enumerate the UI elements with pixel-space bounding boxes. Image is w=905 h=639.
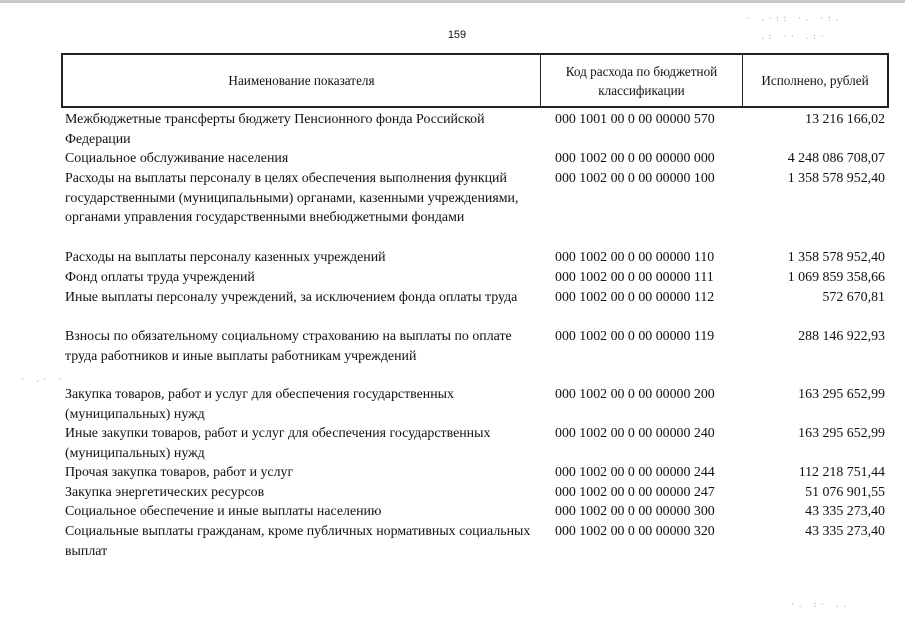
row-value: 163 295 652,99 (798, 426, 885, 441)
scan-noise: · .·:: ·. ·:. (745, 14, 842, 24)
row-code: 000 1001 00 0 00 00000 570 (555, 112, 715, 127)
scan-noise: .: ·· .:· (760, 32, 827, 42)
row-name: Социальные выплаты гражданам, кроме публичных нормативных социальных выплат (65, 524, 531, 559)
row-value: 572 670,81 (822, 290, 885, 305)
row-code: 000 1002 00 0 00 00000 244 (555, 465, 715, 480)
row-value: 112 218 751,44 (798, 465, 885, 480)
row-name: Социальное обеспечение и иные выплаты населению (65, 504, 382, 519)
table-row (65, 248, 889, 268)
row-code: 000 1002 00 0 00 00000 247 (555, 485, 715, 500)
row-name: Фонд оплаты труда учреждений (65, 270, 255, 285)
header-code: Код расхода по бюджетной классификации (541, 55, 743, 106)
scan-noise: ·. :· .. (790, 600, 850, 610)
table-body (65, 110, 889, 561)
row-value: 43 335 273,40 (805, 524, 885, 539)
row-name: Иные закупки товаров, работ и услуг для обеспечения государственных (муниципальных) нужд (65, 426, 491, 461)
row-code: 000 1002 00 0 00 00000 200 (555, 387, 715, 402)
row-name: Социальное обслуживание населения (65, 151, 289, 166)
table-row (65, 327, 889, 385)
table-row (65, 149, 889, 169)
header-value: Исполнено, рублей (761, 73, 869, 88)
row-code: 000 1002 00 0 00 00000 100 (555, 171, 715, 186)
page-number: 159 (447, 29, 467, 41)
table-header (61, 53, 889, 108)
row-name: Закупка энергетических ресурсов (65, 485, 265, 500)
row-code: 000 1002 00 0 00 00000 300 (555, 504, 715, 519)
row-name: Взносы по обязательному социальному страхованию на выплаты по оплате труда работников и иные выплаты работникам учреждений (65, 329, 512, 364)
table-row (65, 463, 889, 483)
row-name: Расходы на выплаты персоналу в целях обеспечения выполнения функций государственными (муниципальными) органами, казенными учреждениями, органами управления государственными внебюджетными фондами (65, 171, 519, 225)
row-value: 288 146 922,93 (798, 329, 885, 344)
row-code: 000 1002 00 0 00 00000 320 (555, 524, 715, 539)
row-value: 1 069 859 358,66 (787, 270, 885, 285)
table-row (65, 502, 889, 522)
row-code: 000 1002 00 0 00 00000 112 (555, 290, 715, 305)
table-row (65, 268, 889, 288)
row-name: Межбюджетные трансферты бюджету Пенсионного фонда Российской Федерации (65, 112, 485, 147)
table-row (65, 288, 889, 327)
table-row (65, 522, 889, 561)
row-value: 4 248 086 708,07 (787, 151, 885, 166)
table-row (65, 169, 889, 248)
row-name: Расходы на выплаты персоналу казенных учреждений (65, 250, 386, 265)
row-code: 000 1002 00 0 00 00000 240 (555, 426, 715, 441)
row-code: 000 1002 00 0 00 00000 119 (555, 329, 715, 344)
table-row (65, 110, 889, 149)
scan-noise: · .· · (20, 375, 65, 385)
row-code: 000 1002 00 0 00 00000 000 (555, 151, 715, 166)
row-code: 000 1002 00 0 00 00000 110 (555, 250, 715, 265)
row-value: 1 358 578 952,40 (787, 250, 885, 265)
row-name: Прочая закупка товаров, работ и услуг (65, 465, 294, 480)
row-value: 13 216 166,02 (805, 112, 885, 127)
row-value: 43 335 273,40 (805, 504, 885, 519)
row-name: Иные выплаты персоналу учреждений, за исключением фонда оплаты труда (65, 290, 518, 305)
row-value: 163 295 652,99 (798, 387, 885, 402)
row-code: 000 1002 00 0 00 00000 111 (555, 270, 714, 285)
header-name: Наименование показателя (63, 55, 541, 106)
row-value: 51 076 901,55 (805, 485, 885, 500)
page-top-edge (0, 0, 905, 3)
table-row (65, 385, 889, 424)
row-name: Закупка товаров, работ и услуг для обеспечения государственных (муниципальных) нужд (65, 387, 454, 422)
table-row (65, 483, 889, 502)
table-row (65, 424, 889, 463)
row-value: 1 358 578 952,40 (787, 171, 885, 186)
